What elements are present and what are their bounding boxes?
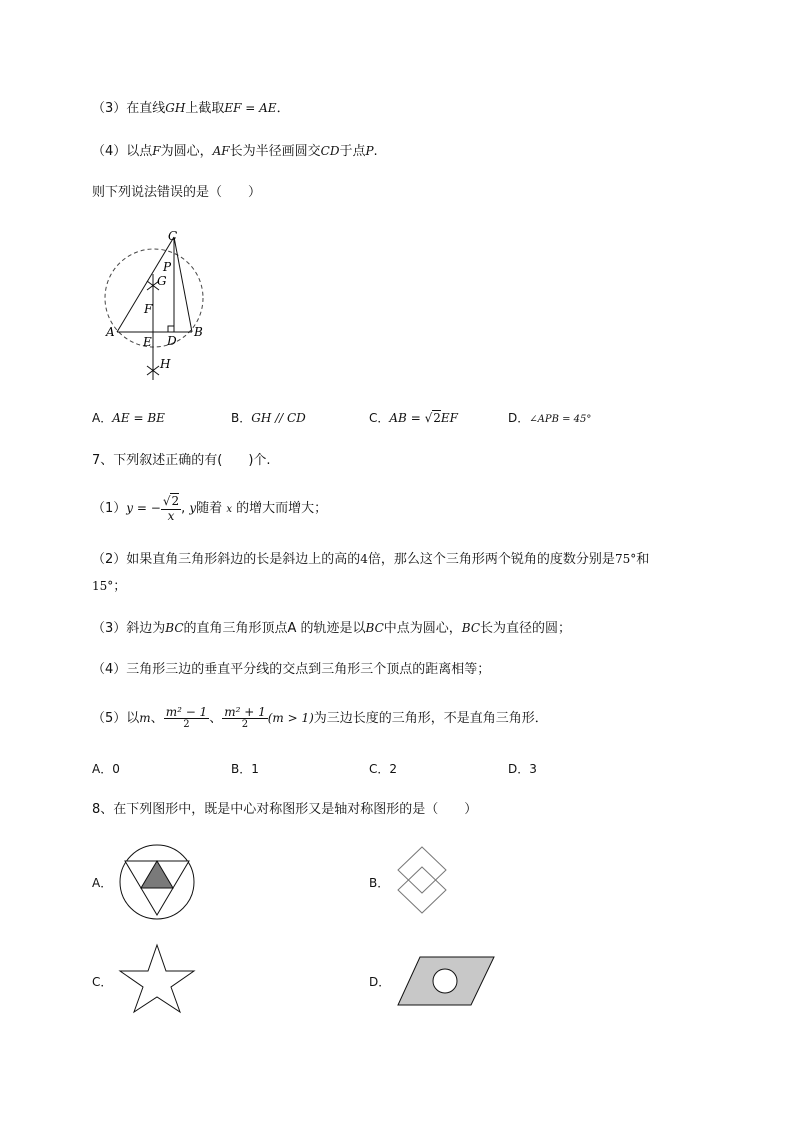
- center-hole: [433, 969, 457, 993]
- q7-option-a[interactable]: A．0: [92, 762, 120, 776]
- label-a: A: [106, 325, 115, 339]
- q7-statement-2: [92, 550, 649, 569]
- step-4-prefix: （4）以点: [92, 144, 153, 159]
- q6-figure: [100, 228, 210, 384]
- step-4-math-f: F: [152, 144, 161, 158]
- q7-statement-2-cont: [92, 577, 126, 596]
- q7-s1-den: x: [167, 509, 175, 523]
- q7-s3-mid2: 中点为圆心，: [383, 621, 462, 636]
- step-3-mid: 上截取: [185, 101, 225, 116]
- q7-s1-radicand: 2: [171, 494, 180, 508]
- q7-s2-end: ；: [113, 579, 127, 594]
- q6-option-b-math: GH // CD: [251, 411, 306, 425]
- q7-s3-bc3: BC: [461, 621, 481, 635]
- q7-s5-prefix: （5）以: [92, 711, 140, 726]
- q8-figure-c[interactable]: [118, 942, 198, 1014]
- q8-option-d-label[interactable]: D．: [369, 975, 391, 989]
- step-4-math-p: P: [365, 144, 374, 158]
- q8-figure-d[interactable]: [396, 955, 496, 1007]
- step-4-mid2: 长为半径画圆交: [229, 144, 321, 159]
- q6-option-a-math: AE = BE: [112, 411, 165, 425]
- step-3-math-ef: EF = AE: [224, 101, 277, 115]
- step-3-prefix: （3）在直线: [92, 101, 166, 116]
- q8-option-a-label[interactable]: A．: [92, 876, 113, 890]
- step-4-mid1: 为圆心，: [160, 144, 213, 159]
- step-4-end: .: [373, 144, 378, 159]
- q7-s1-y: y = −: [126, 501, 161, 515]
- q7-s5-m: m: [139, 711, 151, 725]
- q7-statement-4: （4）三角形三边的垂直平分线的交点到三角形三个顶点的距离相等；: [92, 662, 491, 677]
- q7-s1-fraction: $\frac{√2}{x}$: [162, 494, 180, 523]
- q6-option-c-radicand: 2: [433, 411, 441, 425]
- q8-stem: 8、在下列图形中，既是中心对称图形又是轴对称图形的是（ ）: [92, 802, 478, 817]
- q7-s2-deg75: 75°: [614, 552, 637, 566]
- q7-s5-f1-num: m² − 1: [165, 705, 208, 719]
- label-e: E: [143, 335, 152, 349]
- q7-s2-and: 和: [636, 552, 650, 567]
- q7-s5-end: 为三边长度的三角形，不是直角三角形．: [313, 711, 548, 726]
- q7-s5-f1-den: 2: [183, 719, 190, 730]
- q7-s2-num: 4: [360, 552, 368, 566]
- right-angle-mark: [168, 326, 174, 332]
- label-c: C: [168, 229, 178, 243]
- step-4: [92, 142, 378, 161]
- step-3: [92, 99, 290, 118]
- q8-option-b-label[interactable]: B．: [369, 876, 390, 890]
- q7-stem: 7、下列叙述正确的有( )个.: [92, 453, 271, 468]
- q7-statement-5: [92, 702, 548, 735]
- q6-option-c-math-2: EF: [440, 411, 458, 425]
- label-h: H: [160, 357, 171, 371]
- q7-statement-1: [92, 493, 327, 525]
- q7-s5-fraction-1: [164, 706, 210, 731]
- star-shape: [120, 945, 194, 1012]
- q7-s5-sep2: 、: [209, 711, 223, 726]
- q6-option-d-letter: D．: [508, 411, 530, 425]
- q7-s1-x: x: [226, 504, 232, 515]
- q6-option-b-letter: B．: [231, 411, 252, 425]
- q8-figure-a[interactable]: [118, 843, 198, 923]
- q6-option-a[interactable]: [92, 409, 165, 427]
- q7-s5-f2-den: 2: [241, 719, 249, 730]
- q6-option-c-math-1: AB =: [389, 411, 421, 425]
- q7-option-b[interactable]: B．1: [231, 762, 259, 776]
- q6-option-c[interactable]: C．AB = √2EF: [369, 411, 458, 425]
- q6-stem: 则下列说法错误的是（ ）: [92, 185, 262, 200]
- step-4-mid3: 于点: [339, 144, 366, 159]
- lower-square: [398, 867, 446, 913]
- q6-option-d-math: ∠APB = 45°: [529, 414, 592, 425]
- step-3-end: ．: [276, 101, 290, 116]
- label-f: F: [144, 302, 153, 316]
- label-p: P: [163, 260, 172, 274]
- step-4-math-af: AF: [212, 144, 230, 158]
- q7-s5-cond: (m > 1): [267, 711, 314, 725]
- q7-s5-fraction-2: [222, 706, 268, 731]
- q7-option-c[interactable]: C．2: [369, 762, 398, 776]
- q6-option-c-letter: C．: [369, 411, 390, 425]
- q7-statement-3: [92, 619, 571, 638]
- q7-s3-bc1: BC: [165, 621, 184, 635]
- q6-option-d[interactable]: [508, 409, 591, 429]
- upper-square: [398, 847, 446, 893]
- q7-s3-bc2: BC: [365, 621, 384, 635]
- q7-s3-mid1: 的直角三角形顶点A 的轨迹是以: [183, 621, 366, 636]
- q7-s1-comma: ,: [181, 501, 186, 516]
- step-4-math-cd: CD: [320, 144, 340, 158]
- q7-s1-end: 的增大而增大；: [236, 501, 328, 516]
- q7-s1-y2: y: [189, 501, 197, 515]
- segment-bc: [174, 237, 192, 332]
- q7-s3-end: 长为直径的圆；: [480, 621, 572, 636]
- label-d: D: [167, 334, 177, 348]
- label-g: G: [157, 274, 167, 288]
- step-3-math-gh: GH: [165, 101, 186, 115]
- q6-option-a-letter: A．: [92, 411, 113, 425]
- q7-option-d[interactable]: D．3: [508, 762, 537, 776]
- q8-figure-b[interactable]: [395, 845, 450, 917]
- q7-s3-prefix: （3）斜边为: [92, 621, 166, 636]
- label-b: B: [194, 325, 203, 339]
- q7-s2-deg15: 15°: [92, 579, 114, 593]
- q7-s5-f2-num: m² + 1: [224, 705, 266, 719]
- q7-s1-mid: 随着: [196, 501, 223, 516]
- q8-option-c-label[interactable]: C．: [92, 975, 113, 989]
- q6-option-b[interactable]: [231, 409, 306, 427]
- q7-s2-part2: 倍，那么这个三角形两个锐角的度数分别是: [367, 552, 615, 567]
- q7-s1-prefix: （1）: [92, 501, 127, 516]
- q7-s2-part1: （2）如果直角三角形斜边的长是斜边上的高的: [92, 552, 361, 567]
- q7-s5-sep1: 、: [150, 711, 164, 726]
